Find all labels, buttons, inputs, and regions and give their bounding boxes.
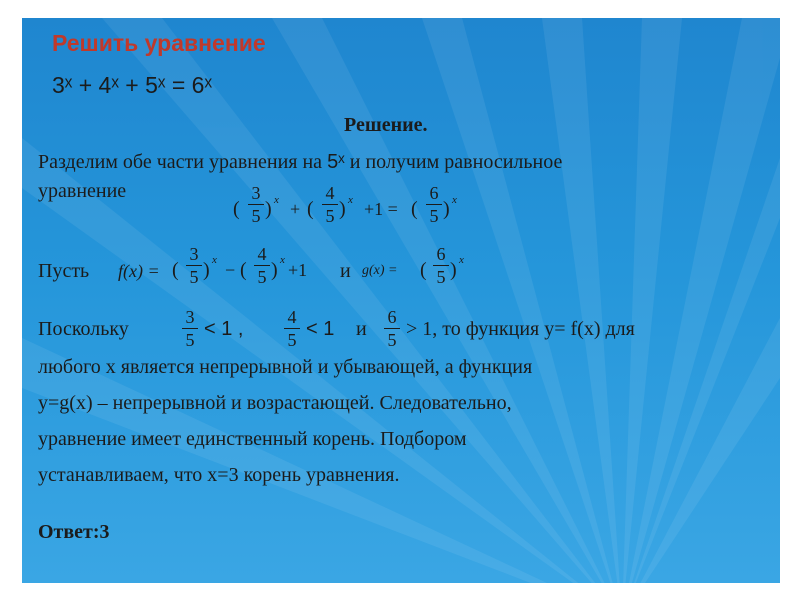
ineq-fraction-6-5 bbox=[384, 307, 400, 350]
let-label: Пусть bbox=[38, 260, 90, 282]
ineq-fraction-4-5 bbox=[284, 307, 300, 350]
slide-title: Решить уравнение bbox=[52, 30, 266, 56]
paren: ) bbox=[265, 198, 272, 220]
and-label-2: и bbox=[356, 318, 367, 340]
paren: ) bbox=[203, 259, 210, 281]
denominator: 5 bbox=[189, 267, 199, 287]
ineq-gt-1-text: > 1, то функция у= f(x) для bbox=[406, 318, 635, 340]
numerator: 3 bbox=[185, 307, 195, 327]
para1-five-x: 5ˣ bbox=[327, 151, 345, 173]
text-line-4: уравнение имеет единственный корень. Подбором bbox=[38, 428, 467, 450]
fraction-4-5 bbox=[322, 183, 338, 226]
numerator: 4 bbox=[287, 307, 297, 327]
numerator: 6 bbox=[429, 183, 439, 203]
main-equation: 3ˣ + 4ˣ + 5ˣ = 6ˣ bbox=[52, 72, 212, 98]
para1-line1 bbox=[38, 151, 562, 174]
exponent: x bbox=[280, 254, 285, 266]
minus-sign: − bbox=[225, 260, 236, 280]
answer: Ответ:3 bbox=[38, 521, 110, 543]
exponent: x bbox=[212, 254, 217, 266]
paren: ( bbox=[307, 198, 314, 220]
paren: ( bbox=[240, 259, 247, 281]
para1-text-b: и получим равносильное bbox=[349, 151, 563, 173]
paren: ) bbox=[339, 198, 346, 220]
and-label: и bbox=[340, 260, 351, 282]
paren: ( bbox=[233, 198, 240, 220]
para1-line2: уравнение bbox=[38, 180, 127, 202]
text-line-3: y=g(x) – непрерывной и возрастающей. Следовательно, bbox=[38, 392, 512, 414]
para1-text-a: Разделим обе части уравнения на bbox=[38, 151, 323, 173]
fraction-6-5 bbox=[433, 244, 449, 287]
text-line-5: устанавливаем, что х=3 корень уравнения. bbox=[38, 464, 400, 486]
paren: ( bbox=[172, 259, 179, 281]
plus-sign: + bbox=[290, 199, 301, 219]
ineq-lt-1: < 1 , bbox=[204, 318, 244, 340]
background-rays bbox=[22, 18, 780, 583]
text-line-2: любого х является непрерывной и убывающей, а функция bbox=[38, 356, 533, 378]
since-label: Поскольку bbox=[38, 318, 129, 340]
denominator: 5 bbox=[257, 267, 267, 287]
exponent: x bbox=[348, 194, 353, 206]
denominator: 5 bbox=[436, 267, 446, 287]
denominator: 5 bbox=[251, 206, 261, 226]
exponent: x bbox=[459, 254, 464, 266]
f-lhs: f(x) = bbox=[118, 261, 160, 281]
paren: ) bbox=[271, 259, 278, 281]
paren: ( bbox=[411, 198, 418, 220]
denominator: 5 bbox=[325, 206, 335, 226]
denominator: 5 bbox=[185, 330, 195, 350]
denominator: 5 bbox=[429, 206, 439, 226]
numerator: 4 bbox=[325, 183, 335, 203]
ineq-lt-1b: < 1 bbox=[306, 318, 335, 340]
paren: ) bbox=[450, 259, 457, 281]
numerator: 6 bbox=[387, 307, 397, 327]
ineq-fraction-3-5 bbox=[182, 307, 198, 350]
numerator: 3 bbox=[189, 244, 199, 264]
denominator: 5 bbox=[287, 330, 297, 350]
paren: ) bbox=[443, 198, 450, 220]
solution-heading: Решение. bbox=[344, 114, 428, 136]
fraction-3-5 bbox=[186, 244, 202, 287]
numerator: 3 bbox=[251, 183, 261, 203]
plus-one-equals: +1 = bbox=[364, 199, 398, 219]
exponent: x bbox=[452, 194, 457, 206]
numerator: 6 bbox=[436, 244, 446, 264]
plus-one: +1 bbox=[288, 260, 308, 280]
g-lhs: g(x) = bbox=[362, 263, 398, 278]
fraction-3-5 bbox=[248, 183, 264, 226]
fraction-6-5 bbox=[426, 183, 442, 226]
fraction-4-5 bbox=[254, 244, 270, 287]
denominator: 5 bbox=[387, 330, 397, 350]
paren: ( bbox=[420, 259, 427, 281]
numerator: 4 bbox=[257, 244, 267, 264]
exponent: x bbox=[274, 194, 279, 206]
slide bbox=[22, 18, 780, 583]
